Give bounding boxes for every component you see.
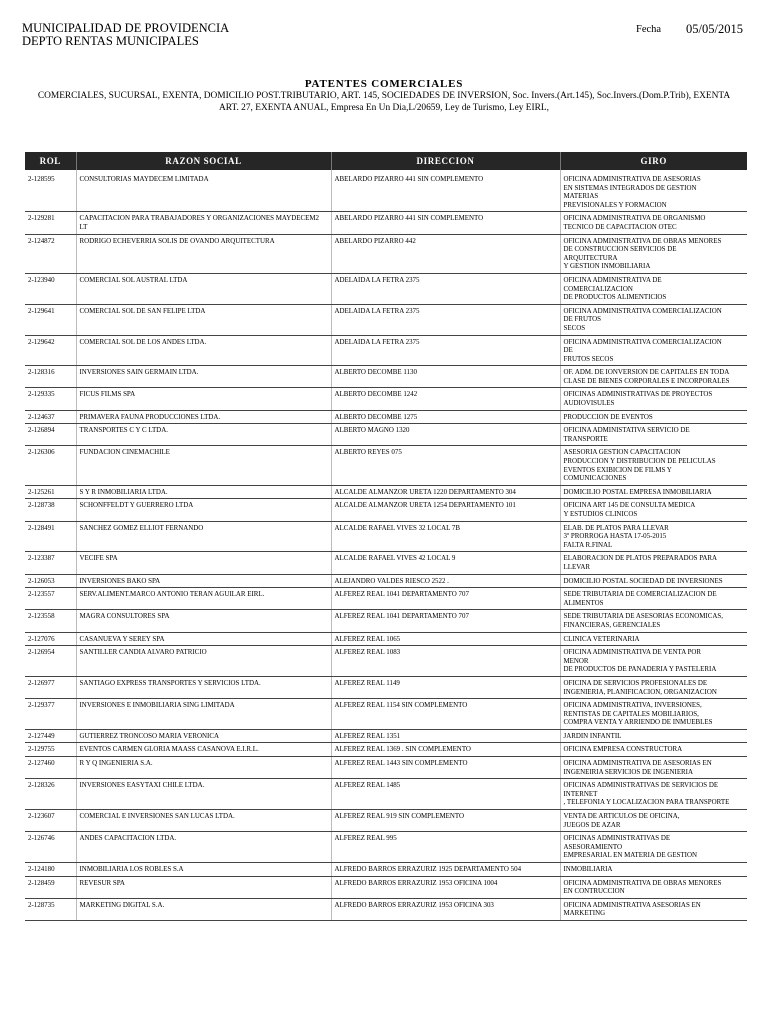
table-row bbox=[25, 335, 747, 366]
cell-giro: JARDIN INFANTIL bbox=[560, 729, 747, 743]
cell-direccion: ABELARDO PIZARRO 442 bbox=[331, 234, 560, 273]
cell-giro: OFICINA ADMINISTRATIVA, INVERSIONES, RENTISTAS DE CAPITALES MOBILIARIOS, COMPRA VENTA Y ARRIENDO DE INMUEBLES bbox=[560, 699, 747, 730]
cell-rol: 2-129281 bbox=[25, 212, 76, 234]
table-row bbox=[25, 699, 747, 730]
table-row bbox=[25, 574, 747, 588]
cell-giro: OFICINAS ADMINISTRATIVAS DE PROYECTOS AUDIOVISULES bbox=[560, 388, 747, 410]
cell-razon-social: CONSULTORIAS MAYDECEM LIMITADA bbox=[76, 170, 331, 212]
cell-direccion: ALFEREZ REAL 1083 bbox=[331, 646, 560, 677]
cell-rol: 2-127076 bbox=[25, 632, 76, 646]
cell-rol: 2-126306 bbox=[25, 446, 76, 485]
cell-razon-social: S Y R INMOBILIARIA LTDA. bbox=[76, 485, 331, 499]
cell-direccion: ALBERTO REYES 075 bbox=[331, 446, 560, 485]
cell-razon-social: COMERCIAL SOL AUSTRAL LTDA bbox=[76, 273, 331, 304]
cell-rol: 2-128595 bbox=[25, 170, 76, 212]
table-row bbox=[25, 424, 747, 446]
table-row bbox=[25, 588, 747, 610]
cell-razon-social: GUTIERREZ TRONCOSO MARIA VERONICA bbox=[76, 729, 331, 743]
cell-rol: 2-128459 bbox=[25, 876, 76, 898]
org-name: MUNICIPALIDAD DE PROVIDENCIA bbox=[22, 21, 230, 35]
cell-rol: 2-129641 bbox=[25, 304, 76, 335]
cell-rol: 2-127449 bbox=[25, 729, 76, 743]
cell-rol: 2-124872 bbox=[25, 234, 76, 273]
cell-giro: OF. ADM. DE IONVERSION DE CAPITALES EN TODA CLASE DE BIENES CORPORALES E INCORPORALES bbox=[560, 366, 747, 388]
cell-razon-social: COMERCIAL SOL DE LOS ANDES LTDA. bbox=[76, 335, 331, 366]
table-row bbox=[25, 212, 747, 234]
cell-direccion: ALFEREZ REAL 919 SIN COMPLEMENTO bbox=[331, 810, 560, 832]
table-row bbox=[25, 234, 747, 273]
cell-direccion: ADELAIDA LA FETRA 2375 bbox=[331, 273, 560, 304]
cell-razon-social: MAGRA CONSULTORES SPA bbox=[76, 610, 331, 632]
cell-rol: 2-123940 bbox=[25, 273, 76, 304]
table-row bbox=[25, 632, 747, 646]
cell-giro: ASESORIA GESTION CAPACITACION PRODUCCION Y DISTRIBUCION DE PELICULAS EVENTOS EXIBICION DE FILMS Y COMUNICACIONES bbox=[560, 446, 747, 485]
table-row bbox=[25, 646, 747, 677]
cell-giro: CLINICA VETERINARIA bbox=[560, 632, 747, 646]
cell-giro: OFICINA ADMINISTRATIVA ASESORIAS EN MARKETING bbox=[560, 898, 747, 920]
date-label: Fecha bbox=[636, 24, 662, 35]
cell-direccion: ALFEREZ REAL 1041 DEPARTAMENTO 707 bbox=[331, 588, 560, 610]
table-row bbox=[25, 676, 747, 698]
cell-giro: DOMICILIO POSTAL SOCIEDAD DE INVERSIONES bbox=[560, 574, 747, 588]
cell-giro: OFICINA ART 145 DE CONSULTA MEDICA Y ESTUDIOS CLINICOS bbox=[560, 499, 747, 521]
cell-razon-social: COMERCIAL SOL DE SAN FELIPE LTDA bbox=[76, 304, 331, 335]
cell-giro: VENTA DE ARTICULOS DE OFICINA, JUEGOS DE AZAR bbox=[560, 810, 747, 832]
document-title: PATENTES COMERCIALES bbox=[304, 78, 464, 90]
cell-direccion: ALBERTO DECOMBE 1130 bbox=[331, 366, 560, 388]
cell-rol: 2-129335 bbox=[25, 388, 76, 410]
table-row bbox=[25, 876, 747, 898]
cell-rol: 2-126894 bbox=[25, 424, 76, 446]
cell-giro: ELABORACION DE PLATOS PREPARADOS PARA LLEVAR bbox=[560, 552, 747, 574]
cell-rol: 2-124180 bbox=[25, 863, 76, 877]
table-row bbox=[25, 273, 747, 304]
table-row bbox=[25, 410, 747, 424]
cell-direccion: ALFEREZ REAL 1149 bbox=[331, 676, 560, 698]
document-subtitle: COMERCIALES, SUCURSAL, EXENTA, DOMICILIO POST.TRIBUTARIO, ART. 145, SOCIEDADES DE INVERSION, Soc. Invers.(Art.145), Soc.Invers.(Dom.P.Trib), EXENTA ART. 27, EXENTA ANUAL, Empresa En Un Dia,L/20659, Ley de Turismo, Ley EIRL, bbox=[37, 91, 731, 113]
cell-rol: 2-129642 bbox=[25, 335, 76, 366]
cell-giro: OFICINA ADMINISTRATIVA DE OBRAS MENORES DE CONSTRUCCION SERVICIOS DE ARQUITECTURA Y GESTION INMOBILIARIA bbox=[560, 234, 747, 273]
cell-razon-social: PRIMAVERA FAUNA PRODUCCIONES LTDA. bbox=[76, 410, 331, 424]
cell-razon-social: INVERSIONES E INMOBILIARIA SING LIMITADA bbox=[76, 699, 331, 730]
cell-giro: OFICINA DE SERVICIOS PROFESIONALES DE INGENIERIA, PLANIFICACION, ORGANIZACION bbox=[560, 676, 747, 698]
cell-razon-social: CASANUEVA Y SEREY SPA bbox=[76, 632, 331, 646]
cell-giro: OFICINA ADMINISTRATIVA DE ORGANISMO TECNICO DE CAPACITACION OTEC bbox=[560, 212, 747, 234]
cell-rol: 2-124637 bbox=[25, 410, 76, 424]
table-row bbox=[25, 898, 747, 920]
cell-razon-social: CAPACITACION PARA TRABAJADORES Y ORGANIZACIONES MAYDECEM2 LT bbox=[76, 212, 331, 234]
table-row bbox=[25, 729, 747, 743]
department-name: DEPTO RENTAS MUNICIPALES bbox=[22, 34, 199, 48]
cell-razon-social: INVERSIONES EASYTAXI CHILE LTDA. bbox=[76, 779, 331, 810]
cell-giro: OFICINA ADMINISTATIVA SERVICIO DE TRANSPORTE bbox=[560, 424, 747, 446]
cell-rol: 2-128326 bbox=[25, 779, 76, 810]
table-row bbox=[25, 485, 747, 499]
cell-rol: 2-126954 bbox=[25, 646, 76, 677]
cell-razon-social: RODRIGO ECHEVERRIA SOLIS DE OVANDO ARQUITECTURA bbox=[76, 234, 331, 273]
table-row bbox=[25, 521, 747, 552]
cell-direccion: ALBERTO DECOMBE 1242 bbox=[331, 388, 560, 410]
cell-rol: 2-126977 bbox=[25, 676, 76, 698]
cell-rol: 2-128735 bbox=[25, 898, 76, 920]
cell-razon-social: SANCHEZ GOMEZ ELLIOT FERNANDO bbox=[76, 521, 331, 552]
table-row bbox=[25, 552, 747, 574]
cell-rol: 2-125261 bbox=[25, 485, 76, 499]
cell-giro: SEDE TRIBUTARIA DE ASESORIAS ECONOMICAS, FINANCIERAS, GERENCIALES bbox=[560, 610, 747, 632]
cell-direccion: ALFREDO BARROS ERRAZURIZ 1925 DEPARTAMENTO 504 bbox=[331, 863, 560, 877]
cell-razon-social: MARKETING DIGITAL S.A. bbox=[76, 898, 331, 920]
patents-table bbox=[25, 152, 747, 921]
cell-rol: 2-128738 bbox=[25, 499, 76, 521]
cell-rol: 2-123558 bbox=[25, 610, 76, 632]
cell-razon-social: SANTIAGO EXPRESS TRANSPORTES Y SERVICIOS LTDA. bbox=[76, 676, 331, 698]
cell-direccion: ALCALDE ALMANZOR URETA 1254 DEPARTAMENTO 101 bbox=[331, 499, 560, 521]
cell-direccion: ABELARDO PIZARRO 441 SIN COMPLEMENTO bbox=[331, 212, 560, 234]
table-body bbox=[25, 170, 747, 920]
cell-razon-social: INVERSIONES BAKO SPA bbox=[76, 574, 331, 588]
cell-direccion: ALFREDO BARROS ERRAZURIZ 1953 OFICINA 1004 bbox=[331, 876, 560, 898]
cell-rol: 2-123557 bbox=[25, 588, 76, 610]
cell-direccion: ALBERTO DECOMBE 1275 bbox=[331, 410, 560, 424]
table-row bbox=[25, 810, 747, 832]
cell-razon-social: EVENTOS CARMEN GLORIA MAASS CASANOVA E.I.R.L. bbox=[76, 743, 331, 757]
cell-direccion: ADELAIDA LA FETRA 2375 bbox=[331, 335, 560, 366]
cell-rol: 2-127460 bbox=[25, 757, 76, 779]
cell-direccion: ALCALDE RAFAEL VIVES 42 LOCAL 9 bbox=[331, 552, 560, 574]
cell-direccion: ALFEREZ REAL 1443 SIN COMPLEMENTO bbox=[331, 757, 560, 779]
cell-direccion: ALCALDE ALMANZOR URETA 1220 DEPARTAMENTO 304 bbox=[331, 485, 560, 499]
table-row bbox=[25, 388, 747, 410]
cell-direccion: ALCALDE RAFAEL VIVES 32 LOCAL 7B bbox=[331, 521, 560, 552]
table-row bbox=[25, 757, 747, 779]
cell-direccion: ALFEREZ REAL 1041 DEPARTAMENTO 707 bbox=[331, 610, 560, 632]
cell-rol: 2-128491 bbox=[25, 521, 76, 552]
cell-razon-social: R Y Q INGENIERIA S.A. bbox=[76, 757, 331, 779]
cell-direccion: ABELARDO PIZARRO 441 SIN COMPLEMENTO bbox=[331, 170, 560, 212]
cell-giro: PRODUCCION DE EVENTOS bbox=[560, 410, 747, 424]
table-row bbox=[25, 304, 747, 335]
cell-razon-social: FUNDACION CINEMACHILE bbox=[76, 446, 331, 485]
cell-direccion: ALEJANDRO VALDES RIESCO 2522 . bbox=[331, 574, 560, 588]
report-date: 05/05/2015 bbox=[686, 22, 743, 36]
cell-razon-social: TRANSPORTES C Y C LTDA. bbox=[76, 424, 331, 446]
column-header-direccion: DIRECCION bbox=[331, 152, 560, 170]
cell-razon-social: FICUS FILMS SPA bbox=[76, 388, 331, 410]
cell-rol: 2-126746 bbox=[25, 832, 76, 863]
cell-giro: OFICINAS ADMINISTRATIVAS DE ASESORAMIENTO EMPRESARIAL EN MATERIA DE GESTION bbox=[560, 832, 747, 863]
table-row bbox=[25, 743, 747, 757]
cell-rol: 2-128316 bbox=[25, 366, 76, 388]
cell-razon-social: INVERSIONES SAIN GERMAIN LTDA. bbox=[76, 366, 331, 388]
cell-giro: OFICINA ADMINISTRATIVA DE ASESORIAS EN SISTEMAS INTEGRADOS DE GESTION MATERIAS PREVISIONALES Y FORMACION bbox=[560, 170, 747, 212]
cell-direccion: ALFEREZ REAL 1485 bbox=[331, 779, 560, 810]
cell-razon-social: SCHONFFELDT Y GUERRERO LTDA bbox=[76, 499, 331, 521]
cell-razon-social: VECIFE SPA bbox=[76, 552, 331, 574]
cell-giro: OFICINA ADMINISTRATIVA DE COMERCIALIZACION DE PRODUCTOS ALIMENTICIOS bbox=[560, 273, 747, 304]
table-header-row bbox=[25, 152, 747, 170]
cell-direccion: ALFEREZ REAL 1369 . SIN COMPLEMENTO bbox=[331, 743, 560, 757]
cell-rol: 2-123607 bbox=[25, 810, 76, 832]
cell-giro: OFICINA ADMINISTRATIVA DE ASESORIAS EN INGENEIRIA SERVICIOS DE INGENIERIA bbox=[560, 757, 747, 779]
cell-direccion: ALBERTO MAGNO 1320 bbox=[331, 424, 560, 446]
table-row bbox=[25, 446, 747, 485]
cell-razon-social: REVESUR SPA bbox=[76, 876, 331, 898]
cell-direccion: ALFEREZ REAL 1351 bbox=[331, 729, 560, 743]
cell-giro: SEDE TRIBUTARIA DE COMERCIALIZACION DE ALIMENTOS bbox=[560, 588, 747, 610]
table-row bbox=[25, 610, 747, 632]
cell-rol: 2-129755 bbox=[25, 743, 76, 757]
cell-direccion: ALFREDO BARROS ERRAZURIZ 1953 OFICINA 303 bbox=[331, 898, 560, 920]
cell-razon-social: COMERCIAL E INVERSIONES SAN LUCAS LTDA. bbox=[76, 810, 331, 832]
cell-rol: 2-123387 bbox=[25, 552, 76, 574]
cell-direccion: ALFEREZ REAL 1154 SIN COMPLEMENTO bbox=[331, 699, 560, 730]
cell-giro: OFICINA ADMINISTRATIVA COMERCIALIZACION DE FRUTOS SECOS bbox=[560, 304, 747, 335]
cell-rol: 2-129377 bbox=[25, 699, 76, 730]
cell-razon-social: SERV.ALIMENT.MARCO ANTONIO TERAN AGUILAR EIRL. bbox=[76, 588, 331, 610]
cell-giro: OFICINA ADMINISTRATIVA COMERCIALIZACION DE FRUTOS SECOS bbox=[560, 335, 747, 366]
cell-giro: OFICINAS ADMINISTRATIVAS DE SERVICIOS DE INTERNET , TELEFONIA Y LOCALIZACION PARA TRANSPORTE bbox=[560, 779, 747, 810]
cell-giro: ELAB. DE PLATOS PARA LLEVAR 3º PRORROGA HASTA 17-05-2015 FALTA R.FINAL bbox=[560, 521, 747, 552]
cell-giro: OFICINA EMPRESA CONSTRUCTORA bbox=[560, 743, 747, 757]
organization-header bbox=[22, 22, 229, 48]
cell-direccion: ADELAIDA LA FETRA 2375 bbox=[331, 304, 560, 335]
cell-direccion: ALFEREZ REAL 995 bbox=[331, 832, 560, 863]
table-row bbox=[25, 832, 747, 863]
cell-razon-social: ANDES CAPACITACION LTDA. bbox=[76, 832, 331, 863]
cell-razon-social: INMOBILIARIA LOS ROBLES S.A bbox=[76, 863, 331, 877]
cell-razon-social: SANTILLER CANDIA ALVARO PATRICIO bbox=[76, 646, 331, 677]
cell-giro: OFICINA ADMINISTRATIVA DE OBRAS MENORES EN CONTRUCCION bbox=[560, 876, 747, 898]
table-row bbox=[25, 499, 747, 521]
table-row bbox=[25, 366, 747, 388]
cell-giro: DOMICILIO POSTAL EMPRESA INMOBILIARIA bbox=[560, 485, 747, 499]
cell-rol: 2-126053 bbox=[25, 574, 76, 588]
table-row bbox=[25, 170, 747, 212]
column-header-giro: GIRO bbox=[560, 152, 747, 170]
table-row bbox=[25, 863, 747, 877]
table-row bbox=[25, 779, 747, 810]
column-header-razon-social: RAZON SOCIAL bbox=[76, 152, 331, 170]
cell-direccion: ALFEREZ REAL 1065 bbox=[331, 632, 560, 646]
column-header-rol: ROL bbox=[25, 152, 76, 170]
cell-giro: INMOBILIARIA bbox=[560, 863, 747, 877]
cell-giro: OFICINA ADMINISTRATIVA DE VENTA POR MENOR DE PRODUCTOS DE PANADERIA Y PASTELERIA bbox=[560, 646, 747, 677]
